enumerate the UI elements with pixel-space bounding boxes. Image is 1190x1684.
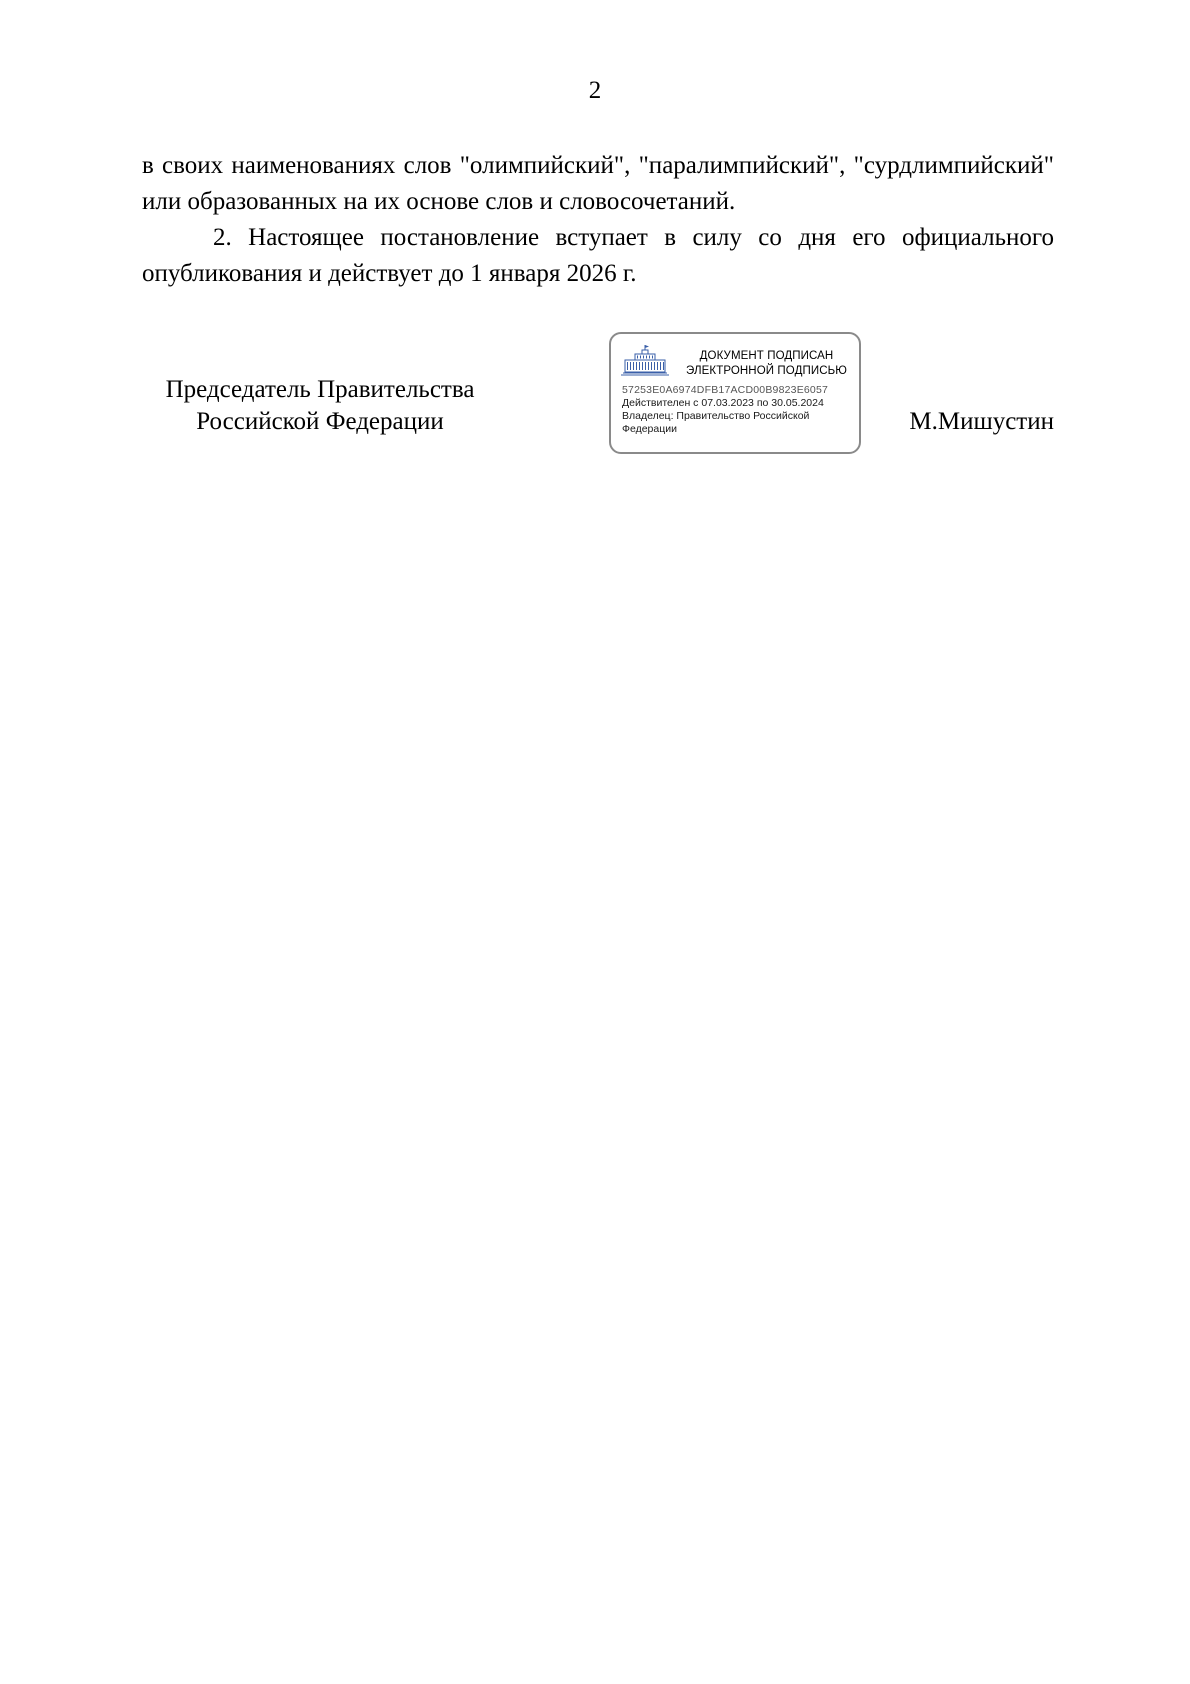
signer-position xyxy=(130,374,510,438)
certificate-validity: Действителен с 07.03.2023 по 30.05.2024 xyxy=(622,397,824,409)
page-number: 2 xyxy=(588,77,602,104)
paragraph-clause-2: 2. Настоящее постановление вступает в силу со дня его официального опубликования и действует до 1 января 2026 г. xyxy=(142,224,1054,287)
stamp-heading-line-1: ДОКУМЕНТ ПОДПИСАН xyxy=(699,350,834,362)
certificate-serial: 57253E0A6974DFB17ACD00B9823E6057 xyxy=(622,384,829,396)
government-building-icon xyxy=(621,344,669,376)
document-body xyxy=(142,148,1054,292)
signer-position-line-2: Российской Федерации xyxy=(196,408,444,435)
stamp-details xyxy=(622,384,857,436)
stamp-heading-line-2: ЭЛЕКТРОННОЙ ПОДПИСЬЮ xyxy=(686,365,847,377)
electronic-signature-stamp xyxy=(609,332,861,454)
paragraph-continuation: в своих наименованиях слов "олимпийский", "паралимпийский", "сурдлимпийский" или образованных на их основе слов и словосочетаний. xyxy=(142,152,1054,215)
signer-position-line-1: Председатель Правительства xyxy=(165,376,475,403)
signer-name: М.Мишустин xyxy=(909,408,1054,435)
certificate-owner: Владелец: Правительство Российской Федерации xyxy=(622,410,810,435)
stamp-heading xyxy=(679,349,854,379)
